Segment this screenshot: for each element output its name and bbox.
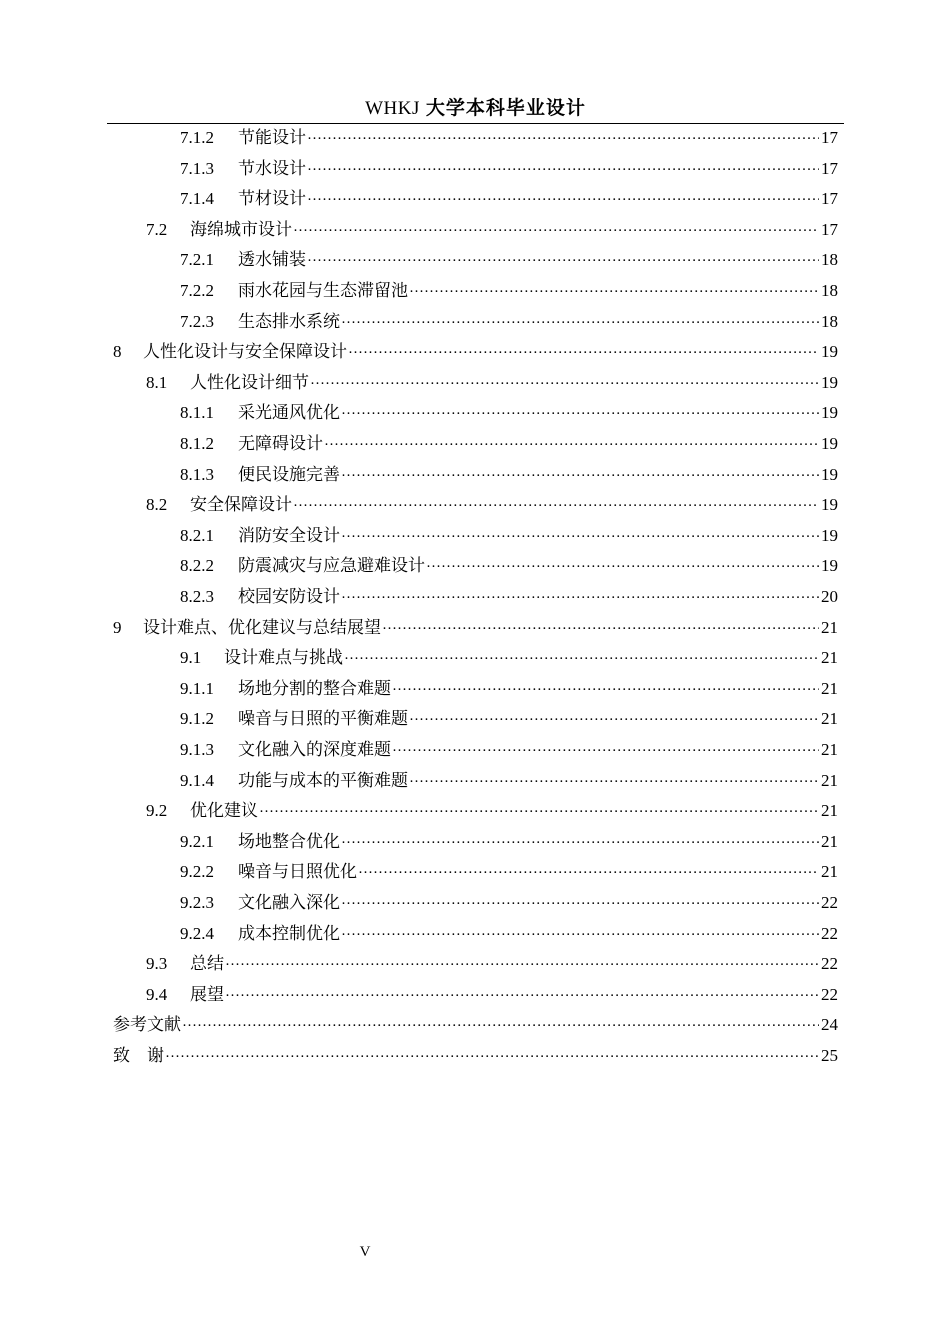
- toc-entry[interactable]: [146, 979, 838, 1010]
- toc-entry[interactable]: [180, 153, 838, 184]
- page-number: V: [359, 1244, 371, 1260]
- toc-entry[interactable]: [113, 336, 838, 367]
- toc-entry[interactable]: [146, 489, 838, 520]
- toc-entry-page: 18: [821, 250, 838, 270]
- toc-leader-dots: [409, 767, 819, 798]
- toc-entry-number: 8.1: [146, 372, 168, 392]
- toc-entry-title: 消防安全设计: [238, 525, 340, 546]
- toc-entry-page: 19: [821, 495, 838, 515]
- toc-entry[interactable]: [180, 275, 838, 306]
- toc-entry-title: 优化建议: [190, 801, 258, 822]
- toc-entry[interactable]: [180, 856, 838, 887]
- toc-entry[interactable]: [180, 826, 838, 857]
- toc-entry-title: 采光通风优化: [238, 403, 340, 424]
- toc-entry-title: 文化融入深化: [238, 893, 340, 913]
- toc-entry-number: 9.1.1: [180, 678, 214, 698]
- toc-entry-title: 设计难点与挑战: [224, 648, 343, 669]
- toc-leader-dots: [310, 369, 819, 400]
- toc-entry-page: 24: [821, 1015, 838, 1035]
- toc-leader-dots: [324, 430, 819, 461]
- toc-entry-number: 8.2.2: [180, 556, 214, 576]
- toc-entry[interactable]: [180, 703, 838, 734]
- toc-leader-dots: [341, 399, 819, 430]
- toc-entry-page: 19: [821, 525, 838, 545]
- toc-entry[interactable]: [180, 550, 838, 581]
- toc-entry-title: 防震减灾与应急避难设计: [238, 556, 425, 577]
- toc-entry-number: 8.2: [146, 495, 168, 515]
- toc-entry-number: 9.1.3: [180, 740, 214, 759]
- toc-entry-page: 17: [821, 219, 838, 239]
- toc-entry-page: 21: [821, 709, 838, 729]
- toc-entry[interactable]: [146, 795, 838, 826]
- toc-entry-title: 便民设施完善: [238, 464, 340, 485]
- toc-entry[interactable]: [180, 581, 838, 612]
- toc-leader-dots: [225, 981, 819, 1012]
- toc-entry-page: 18: [821, 281, 838, 300]
- toc-entry-number: 7.1.3: [180, 158, 214, 178]
- toc-entry-title: 节材设计: [238, 189, 306, 210]
- toc-leader-dots: [225, 950, 819, 981]
- toc-entry[interactable]: [180, 428, 838, 459]
- toc-entry-page: 17: [821, 189, 838, 209]
- toc-leader-dots: [358, 858, 819, 889]
- toc-entry[interactable]: [146, 367, 838, 398]
- toc-entry[interactable]: [180, 244, 838, 275]
- toc-entry-number: 8: [113, 342, 122, 362]
- toc-entry-number: 8.1.1: [180, 403, 214, 423]
- toc-entry-title: 成本控制优化: [238, 923, 340, 944]
- toc-leader-dots: [307, 124, 819, 155]
- toc-leader-dots: [382, 614, 819, 645]
- toc-entry-number: 9.3: [146, 954, 168, 974]
- toc-entry-number: 7.2.2: [180, 281, 214, 300]
- toc-entry-page: 21: [821, 831, 838, 851]
- toc-entry-number: 9.2.3: [180, 893, 214, 912]
- toc-entry-title: 设计难点、优化建议与总结展望: [143, 617, 381, 638]
- toc-entry[interactable]: [113, 612, 838, 643]
- toc-entry-title: 节水设计: [238, 158, 306, 179]
- toc-entry-page: 19: [821, 403, 838, 423]
- toc-leader-dots: [307, 185, 819, 216]
- toc-entry-title: 雨水花园与生态滞留池: [238, 281, 408, 301]
- toc-entry[interactable]: [180, 459, 838, 490]
- toc-entry-page: 21: [821, 801, 838, 821]
- toc-entry-number: 9: [113, 617, 122, 637]
- toc-entry-page: 19: [821, 434, 838, 453]
- toc-entry-page: 22: [821, 984, 838, 1004]
- toc-entry-page: 21: [821, 678, 838, 698]
- toc-entry-number: 7.1.4: [180, 189, 214, 209]
- toc-entry-number: 9.1: [180, 648, 202, 668]
- toc-entry-title: 总结: [190, 954, 224, 975]
- toc-entry[interactable]: [180, 122, 838, 153]
- toc-entry-page: 22: [821, 893, 838, 912]
- header-latin: WHKJ: [365, 98, 420, 119]
- toc-leader-dots: [409, 277, 819, 308]
- toc-entry-title: 致 谢: [113, 1046, 164, 1066]
- toc-entry-number: 9.2.1: [180, 831, 214, 851]
- toc-entry-page: 21: [821, 862, 838, 882]
- toc-entry-number: 8.2.3: [180, 587, 214, 606]
- toc-leader-dots: [259, 797, 819, 828]
- toc-entry-page: 22: [821, 954, 838, 974]
- toc-entry-number: 8.2.1: [180, 525, 214, 545]
- toc-entry-title: 人性化设计与安全保障设计: [143, 342, 347, 363]
- toc-leader-dots: [341, 308, 819, 339]
- header-title: 大学本科毕业设计: [425, 97, 586, 119]
- toc-entry-page: 17: [821, 158, 838, 178]
- toc-entry-title: 透水铺装: [238, 250, 306, 271]
- toc-leader-dots: [341, 461, 819, 492]
- toc-entry-number: 9.1.4: [180, 770, 214, 790]
- toc-leader-dots: [409, 705, 819, 736]
- toc-leader-dots: [426, 552, 819, 583]
- toc-leader-dots: [348, 338, 819, 369]
- toc-entry[interactable]: [113, 1009, 838, 1040]
- toc-entry-page: 22: [821, 923, 838, 943]
- toc-entry[interactable]: [180, 306, 838, 337]
- toc-entry-page: 19: [821, 342, 838, 362]
- toc-entry-page: 17: [821, 128, 838, 147]
- toc-entry-title: 无障碍设计: [238, 434, 323, 454]
- toc-entry-number: 8.1.2: [180, 434, 214, 453]
- toc-entry-title: 文化融入的深度难题: [238, 740, 391, 760]
- toc-entry-title: 展望: [190, 984, 224, 1005]
- toc-entry-title: 场地分割的整合难题: [238, 678, 391, 699]
- toc-entry-page: 25: [821, 1046, 838, 1065]
- toc-entry[interactable]: [180, 183, 838, 214]
- toc-entry-page: 21: [821, 770, 838, 790]
- toc-entry-page: 19: [821, 556, 838, 576]
- toc-entry-title: 参考文献: [113, 1015, 181, 1036]
- toc-entry[interactable]: [180, 765, 838, 796]
- toc-entry-title: 噪音与日照的平衡难题: [238, 709, 408, 730]
- toc-leader-dots: [293, 216, 819, 247]
- toc-entry-title: 场地整合优化: [238, 831, 340, 852]
- toc-entry-number: 9.2.2: [180, 862, 214, 882]
- toc-entry-page: 21: [821, 617, 838, 637]
- toc-entry[interactable]: [180, 673, 838, 704]
- toc-entry-title: 噪音与日照优化: [238, 862, 357, 883]
- toc-leader-dots: [392, 675, 819, 706]
- toc-entry[interactable]: [146, 214, 838, 245]
- toc-entry-title: 功能与成本的平衡难题: [238, 770, 408, 791]
- toc-leader-dots: [182, 1011, 819, 1042]
- toc-entry-number: 9.4: [146, 984, 168, 1004]
- toc-leader-dots: [341, 583, 819, 614]
- toc-entry[interactable]: [180, 642, 838, 673]
- toc-entry-page: 21: [821, 648, 838, 668]
- toc-entry-page: 19: [821, 372, 838, 392]
- toc-entry-number: 7.2: [146, 219, 168, 239]
- toc-entry-title: 校园安防设计: [238, 587, 340, 607]
- toc-entry-page: 18: [821, 311, 838, 331]
- toc-leader-dots: [392, 736, 819, 767]
- toc-entry-number: 9.2: [146, 801, 168, 821]
- toc-entry-number: 9.2.4: [180, 923, 214, 943]
- toc-entry-number: 8.1.3: [180, 464, 214, 484]
- toc-entry-number: 9.1.2: [180, 709, 214, 729]
- toc-entry-page: 20: [821, 587, 838, 606]
- page-header: [107, 94, 844, 123]
- toc-entry-number: 7.2.3: [180, 311, 214, 331]
- toc-entry-page: 21: [821, 740, 838, 759]
- toc-leader-dots: [341, 889, 819, 920]
- toc-leader-dots: [344, 644, 819, 675]
- toc-entry-title: 生态排水系统: [238, 311, 340, 332]
- toc-leader-dots: [293, 491, 819, 522]
- toc-entry[interactable]: [180, 887, 838, 918]
- toc-entry-title: 人性化设计细节: [190, 372, 309, 393]
- toc-leader-dots: [165, 1042, 819, 1073]
- toc-entry[interactable]: [146, 948, 838, 979]
- toc-entry[interactable]: [180, 734, 838, 765]
- toc-entry[interactable]: [180, 397, 838, 428]
- toc-leader-dots: [341, 828, 819, 859]
- toc-entry-page: 19: [821, 464, 838, 484]
- toc-entry-title: 海绵城市设计: [190, 219, 292, 240]
- toc-leader-dots: [341, 522, 819, 553]
- toc-entry-number: 7.1.2: [180, 128, 214, 147]
- toc-leader-dots: [341, 920, 819, 951]
- toc-leader-dots: [307, 155, 819, 186]
- toc-entry-number: 7.2.1: [180, 250, 214, 270]
- toc-entry-title: 安全保障设计: [190, 495, 292, 516]
- toc-leader-dots: [307, 246, 819, 277]
- toc-entry[interactable]: [180, 520, 838, 551]
- toc-entry-title: 节能设计: [238, 128, 306, 148]
- toc-entry[interactable]: [113, 1040, 838, 1071]
- toc-entry[interactable]: [180, 918, 838, 949]
